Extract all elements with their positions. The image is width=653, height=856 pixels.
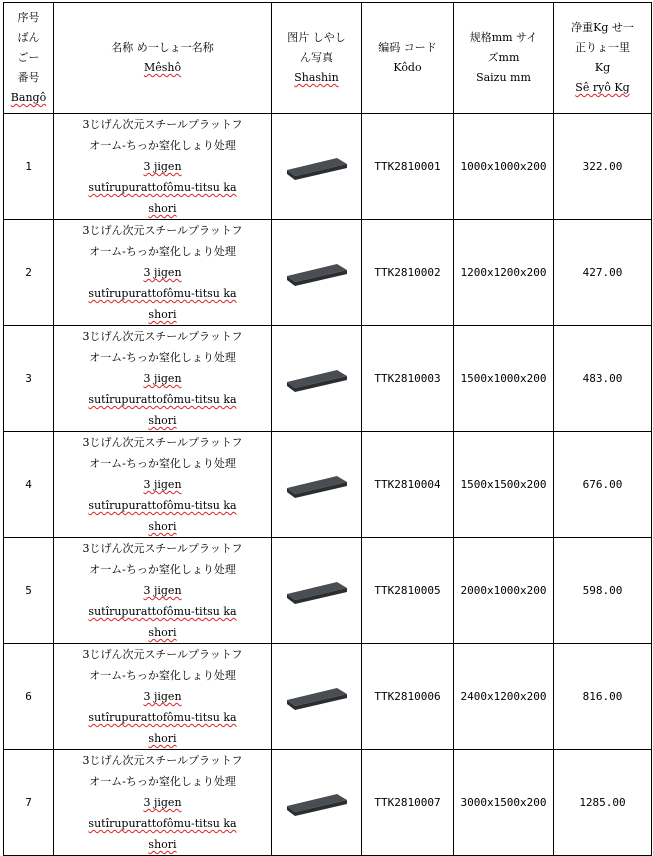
table-body — [4, 114, 652, 856]
header-weight-line: 正りょ一里 — [575, 41, 630, 54]
name-line: 3 jigen — [143, 796, 182, 809]
photo-cell — [272, 220, 361, 325]
header-photo-line: Shashin — [294, 71, 339, 84]
header-weight-line: Kg — [594, 61, 611, 74]
header-code-line: 编码 コード — [378, 41, 437, 54]
photo-cell — [272, 538, 361, 643]
row-weight: 322.00 — [554, 114, 652, 220]
name-line: オ一ム-ちっか窒化しょり处理 — [89, 775, 236, 788]
row-photo — [272, 538, 362, 644]
row-photo — [272, 220, 362, 326]
name-line: shori — [148, 202, 177, 215]
row-weight: 1285.00 — [554, 750, 652, 856]
name-line: sutîrupurattofômu-titsu ka — [88, 393, 237, 406]
row-number: 1 — [4, 114, 54, 220]
row-code: TTK2810005 — [362, 538, 454, 644]
name-line: shori — [148, 626, 177, 639]
row-code: TTK2810001 — [362, 114, 454, 220]
photo-cell — [272, 644, 361, 749]
name-line: 3 jigen — [143, 372, 182, 385]
row-size: 1000x1000x200 — [454, 114, 554, 220]
photo-cell — [272, 432, 361, 537]
row-weight: 676.00 — [554, 432, 652, 538]
row-name — [54, 750, 272, 856]
name-line: 3じげん次元スチールプラットフ — [82, 330, 243, 343]
steel-plate-image — [285, 362, 349, 396]
table-row — [4, 114, 652, 220]
photo-cell — [272, 750, 361, 855]
header-number-line: 番号 — [17, 71, 40, 84]
product-spec-table — [3, 2, 652, 856]
name-line: オ一ム-ちっか窒化しょり处理 — [89, 245, 236, 258]
row-name — [54, 644, 272, 750]
name-line: 3 jigen — [143, 266, 182, 279]
name-line: 3じげん次元スチールプラットフ — [82, 118, 243, 131]
header-name — [54, 3, 272, 114]
header-number-line: ごー — [17, 51, 40, 64]
header-size-line: 规格mm サイ — [469, 31, 538, 44]
name-line: 3 jigen — [143, 160, 182, 173]
row-photo — [272, 644, 362, 750]
row-number: 2 — [4, 220, 54, 326]
name-line: 3 jigen — [143, 690, 182, 703]
row-weight: 427.00 — [554, 220, 652, 326]
row-name — [54, 538, 272, 644]
steel-plate-image — [285, 150, 349, 184]
row-code: TTK2810006 — [362, 644, 454, 750]
header-weight-line: Sê ryô Kg — [575, 81, 630, 94]
name-line: オ一ム-ちっか窒化しょり处理 — [89, 457, 236, 470]
header-photo-line: ん写真 — [300, 51, 333, 64]
row-number: 4 — [4, 432, 54, 538]
header-row — [4, 3, 652, 114]
name-line: 3じげん次元スチールプラットフ — [82, 542, 243, 555]
header-size-line: Saizu mm — [476, 71, 531, 84]
name-line: sutîrupurattofômu-titsu ka — [88, 287, 237, 300]
row-weight: 483.00 — [554, 326, 652, 432]
row-size: 2000x1000x200 — [454, 538, 554, 644]
row-size: 1500x1500x200 — [454, 432, 554, 538]
table-row — [4, 644, 652, 750]
row-code: TTK2810002 — [362, 220, 454, 326]
header-code-line: Kôdo — [393, 61, 422, 74]
steel-plate-image — [285, 256, 349, 290]
row-name — [54, 432, 272, 538]
header-size-line: ズmm — [487, 51, 520, 64]
photo-cell — [272, 326, 361, 431]
header-photo — [272, 3, 362, 114]
row-size: 3000x1500x200 — [454, 750, 554, 856]
row-weight: 816.00 — [554, 644, 652, 750]
name-line: 3じげん次元スチールプラットフ — [82, 648, 243, 661]
row-code: TTK2810004 — [362, 432, 454, 538]
header-size — [454, 3, 554, 114]
photo-cell — [272, 114, 361, 219]
row-photo — [272, 432, 362, 538]
header-name-line: Mêshô — [143, 61, 182, 74]
name-line: 3 jigen — [143, 478, 182, 491]
name-line: オ一ム-ちっか窒化しょり处理 — [89, 139, 236, 152]
table-row — [4, 326, 652, 432]
name-line: sutîrupurattofômu-titsu ka — [88, 817, 237, 830]
steel-plate-image — [285, 468, 349, 502]
header-weight-line: 净重Kg せ一 — [571, 21, 634, 34]
name-line: 3じげん次元スチールプラットフ — [82, 754, 243, 767]
header-number — [4, 3, 54, 114]
name-line: sutîrupurattofômu-titsu ka — [88, 499, 237, 512]
steel-plate-image — [285, 786, 349, 820]
name-line: 3 jigen — [143, 584, 182, 597]
name-line: shori — [148, 414, 177, 427]
row-weight: 598.00 — [554, 538, 652, 644]
name-line: sutîrupurattofômu-titsu ka — [88, 711, 237, 724]
header-number-line: ばん — [17, 31, 40, 44]
name-line: 3じげん次元スチールプラットフ — [82, 224, 243, 237]
row-number: 5 — [4, 538, 54, 644]
table-row — [4, 432, 652, 538]
row-code: TTK2810003 — [362, 326, 454, 432]
row-number: 6 — [4, 644, 54, 750]
row-number: 3 — [4, 326, 54, 432]
name-line: shori — [148, 308, 177, 321]
row-photo — [272, 326, 362, 432]
row-size: 2400x1200x200 — [454, 644, 554, 750]
table-row — [4, 220, 652, 326]
row-size: 1500x1000x200 — [454, 326, 554, 432]
row-number: 7 — [4, 750, 54, 856]
row-size: 1200x1200x200 — [454, 220, 554, 326]
row-name — [54, 326, 272, 432]
name-line: shori — [148, 520, 177, 533]
header-number-line: 序号 — [17, 11, 40, 24]
header-number-line: Bangô — [10, 91, 47, 104]
steel-plate-image — [285, 680, 349, 714]
table-row — [4, 750, 652, 856]
row-photo — [272, 750, 362, 856]
header-name-line: 名称 め一しょ一名称 — [111, 41, 214, 54]
name-line: オ一ム-ちっか窒化しょり处理 — [89, 563, 236, 576]
row-photo — [272, 114, 362, 220]
row-name — [54, 220, 272, 326]
name-line: sutîrupurattofômu-titsu ka — [88, 181, 237, 194]
name-line: 3じげん次元スチールプラットフ — [82, 436, 243, 449]
name-line: shori — [148, 732, 177, 745]
name-line: sutîrupurattofômu-titsu ka — [88, 605, 237, 618]
row-name — [54, 114, 272, 220]
header-photo-line: 图片 しやし — [287, 31, 346, 44]
header-code — [362, 3, 454, 114]
header-weight — [554, 3, 652, 114]
name-line: オ一ム-ちっか窒化しょり处理 — [89, 351, 236, 364]
name-line: オ一ム-ちっか窒化しょり处理 — [89, 669, 236, 682]
table-row — [4, 538, 652, 644]
row-code: TTK2810007 — [362, 750, 454, 856]
name-line: shori — [148, 838, 177, 851]
steel-plate-image — [285, 574, 349, 608]
